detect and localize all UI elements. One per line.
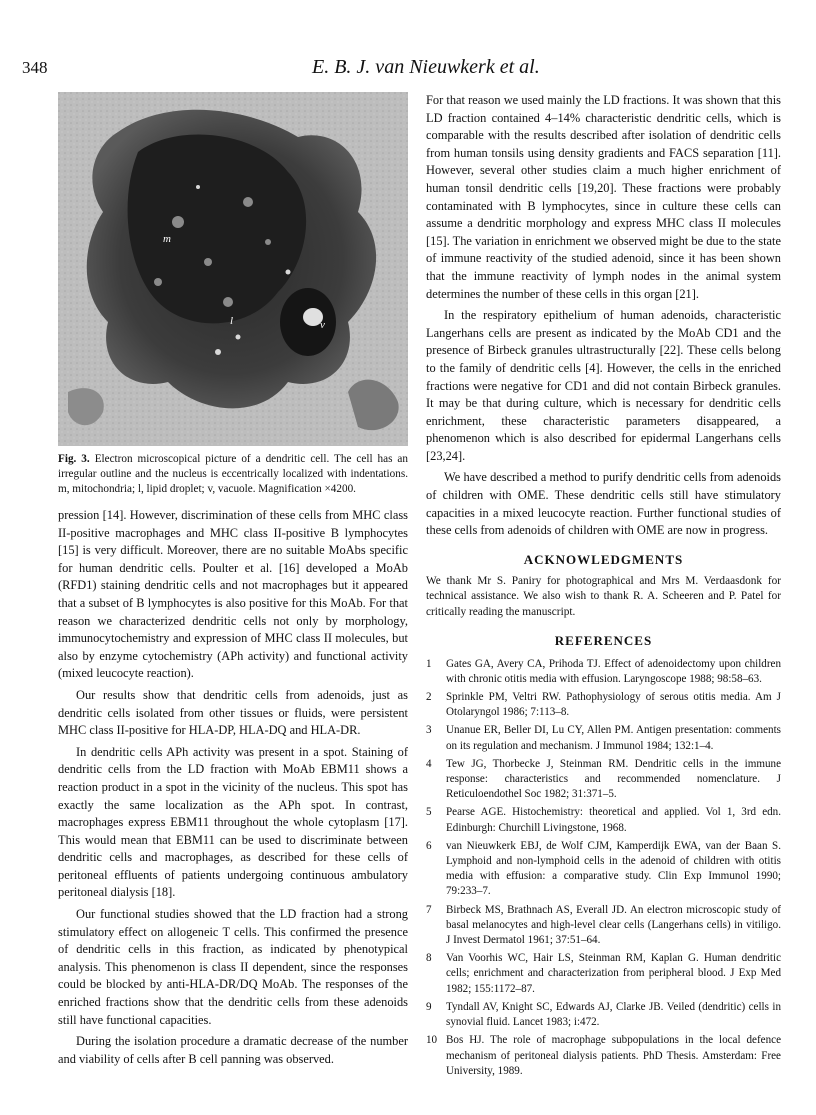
reference-text: Pearse AGE. Histochemistry: theoretical and applied. Vol 1, 3rd edn. Edinburgh: Churchill Livingstone, 1968. xyxy=(446,806,781,834)
reference-number: 8 xyxy=(426,952,432,965)
running-head: E. B. J. van Nieuwkerk et al. xyxy=(312,56,540,78)
reference-item xyxy=(426,1000,781,1030)
reference-text: Bos HJ. The role of macrophage subpopulations in the local defence mechanism of peritoneal dialysis patients. PhD Thesis. Amsterdam: Free University, 1989. xyxy=(446,1034,781,1077)
reference-text: Tyndall AV, Knight SC, Edwards AJ, Clarke JB. Veiled (dendritic) cells in synovial fluid. Lancet 1983; i:472. xyxy=(446,1000,781,1029)
reference-item xyxy=(426,951,781,997)
references-heading: REFERENCES xyxy=(554,632,653,648)
figure-caption-text: Electron microscopical picture of a dendritic cell. The cell has an irregular outline and the nucleus is eccentrically localized with indentations. m, mitochondria; l, lipid droplet; v, vacuole. Magnification ×4200. xyxy=(58,453,408,495)
body-paragraph: For that reason we used mainly the LD fractions. It was shown that this LD fraction contained 4–14% characteristic dendritic cells, which is comparable with the results described after isolation of dendritic cells from human tonsils using density gradients and FACS separation [11]. However, several other studies claim a much higher enrichment of human tonsil dendritic cells [19,20]. These fractions were probably contaminated with B lymphocytes, since in culture these cells can assume a dendritic morphology and express MHC class II molecules [15]. The variation in enrichment we observed might be due to the state of immune reactivity of the studied adenoid, since it has been shown that the immune reactivity of lymph nodes in the animal system determines the number of these cells in this organ [21]. xyxy=(426,93,781,301)
reference-number: 7 xyxy=(426,903,432,916)
reference-text: Sprinkle PM, Veltri RW. Pathophysiology of serous otitis media. Am J Otolaryngol 1986; 7:113–8. xyxy=(446,691,781,719)
figure-caption xyxy=(58,452,408,497)
body-paragraph: During the isolation procedure a dramatic decrease of the number and viability of cells after B cell panning was observed. xyxy=(58,1034,408,1066)
reference-number: 5 xyxy=(426,806,432,819)
reference-item xyxy=(426,839,781,900)
body-paragraph: In dendritic cells APh activity was present in a spot. Staining of dendritic cells from the LD fraction with MoAb EBM11 shows a reaction product in a spot in the vicinity of the nucleus. This spot has exactly the same localization as the APh spot. In contrast, macrophages express EBM11 throughout the whole cytoplasm [17]. This would mean that EBM11 can be used to discriminate between dendritic cells and macrophages, as described for these cells of peritoneal effluents of patients undergoing continuous ambulatory peritoneal dialysis [18]. xyxy=(58,744,408,900)
reference-number: 2 xyxy=(426,691,432,704)
page-header xyxy=(22,58,812,88)
reference-number: 9 xyxy=(426,1000,432,1013)
reference-item xyxy=(426,757,781,803)
reference-item xyxy=(426,690,781,720)
body-paragraph: Our functional studies showed that the LD fraction had a strong stimulatory effect on allogeneic T cells. This confirmed the presence of dendritic cells in this fraction, as indicated by phenotypical analysis. This phenomenon is class II dependent, since the responses could be blocked by anti-HLA-DR/DQ MoAb. The responses of the enriched fractions show that the dendritic cells from these adenoids still have functional capacities. xyxy=(58,907,408,1027)
reference-text: Gates GA, Avery CA, Prihoda TJ. Effect of adenoidectomy upon children with chronic otitis media with effusion. Laryngoscope 1988; 98:58–63. xyxy=(446,657,781,685)
figure-marker-v: v xyxy=(320,319,325,331)
reference-number: 10 xyxy=(426,1034,438,1047)
reference-item xyxy=(426,723,781,753)
reference-list xyxy=(426,657,781,1079)
figure-marker-m: m xyxy=(163,233,171,245)
reference-number: 6 xyxy=(426,839,432,852)
left-column xyxy=(58,92,408,1068)
reference-item xyxy=(426,805,781,835)
acknowledgments-text: We thank Mr S. Paniry for photographical and Mrs M. Verdaasdonk for technical assistance. We also wish to thank R. A. Scheeren and P. Patel for critically reading the manuscript. xyxy=(426,574,781,619)
reference-number: 3 xyxy=(426,724,432,737)
reference-item xyxy=(426,657,781,687)
figure-label: Fig. 3. xyxy=(58,453,90,465)
acknowledgments-heading: ACKNOWLEDGMENTS xyxy=(523,551,684,567)
micrograph-image xyxy=(58,92,408,446)
figure-marker-l: l xyxy=(230,315,234,327)
reference-text: Van Voorhis WC, Hair LS, Steinman RM, Kaplan G. Human dendritic cells; enrichment and characterization from peripheral blood. J Exp Med 1982; 155:1172–87. xyxy=(446,952,781,995)
reference-number: 1 xyxy=(426,657,432,670)
body-paragraph: Our results show that dendritic cells from adenoids, just as dendritic cells isolated from other tissues or fluids, were persistent MHC class II-positive for HLA-DP, HLA-DQ and HLA-DR. xyxy=(58,687,408,738)
reference-item xyxy=(426,1033,781,1079)
reference-text: Birbeck MS, Brathnach AS, Everall JD. An electron microscopic study of basal melanocytes and high-level clear cells (Langerhans cells) in vitiligo. J Invest Dermatol 1961; 37:51–64. xyxy=(446,903,781,947)
body-paragraph: In the respiratory epithelium of human adenoids, characteristic Langerhans cells are present as indicated by the MoAb CD1 and the presence of Birbeck granules ultrastructurally [22]. These cells belong to the family of dendritic cells [4]. However, the cells in the enriched fractions were negative for CD1 and did not contain Birbeck granules. It may be that during culture, which is necessary for dendritic cells enrichment, these characteristic parameters disappeared, a phenomenon which is also described for epidermal Langerhans cells [23,24]. xyxy=(426,308,781,463)
body-paragraph: pression [14]. However, discrimination of these cells from MHC class II-positive macrophages and MHC class II-positive B lymphocytes [15] is very difficult. Moreover, there are no suitable MoAbs specific for human dendritic cells. Poulter et al. [16] developed a MoAb (RFD1) staining dendritic cells and not macrophages but it appeared that a subset of B lymphocytes is also positive for this MoAb. For that reason we characterized dendritic cells not only by morphology, immunocytochemistry and expression of MHC class II molecules, but also by enzyme cytochemistry (APh activity) and functional activity (mixed leucocyte reaction). xyxy=(58,508,408,681)
reference-number: 4 xyxy=(426,757,432,770)
body-paragraph: We have described a method to purify dendritic cells from adenoids of children with OME. These dendritic cells still have stimulatory capacities in a mixed leucocyte reaction. Further functional studies of these cells from adenoids of children with OME are now in progress. xyxy=(426,470,781,538)
reference-item xyxy=(426,903,781,949)
right-column xyxy=(426,92,781,1082)
reference-text: Unanue ER, Beller DI, Lu CY, Allen PM. Antigen presentation: comments on its regulation and mechanism. J Immunol 1984; 132:1–4. xyxy=(446,724,781,752)
electron-micrograph xyxy=(58,92,408,446)
page-number: 348 xyxy=(22,58,48,77)
reference-text: Tew JG, Thorbecke J, Steinman RM. Dendritic cells in the immune response: characteristics and recommended nomenclature. J Reticuloendothel Soc 1982; 31:371–5. xyxy=(446,757,781,801)
reference-text: van Nieuwkerk EBJ, de Wolf CJM, Kamperdijk EWA, van der Baan S. Lymphoid and non-lymphoid cells in the adenoid of children with otitis media with effusion: a comparative study. Clin Exp Immunol 1990; 79:233–7. xyxy=(446,839,781,898)
